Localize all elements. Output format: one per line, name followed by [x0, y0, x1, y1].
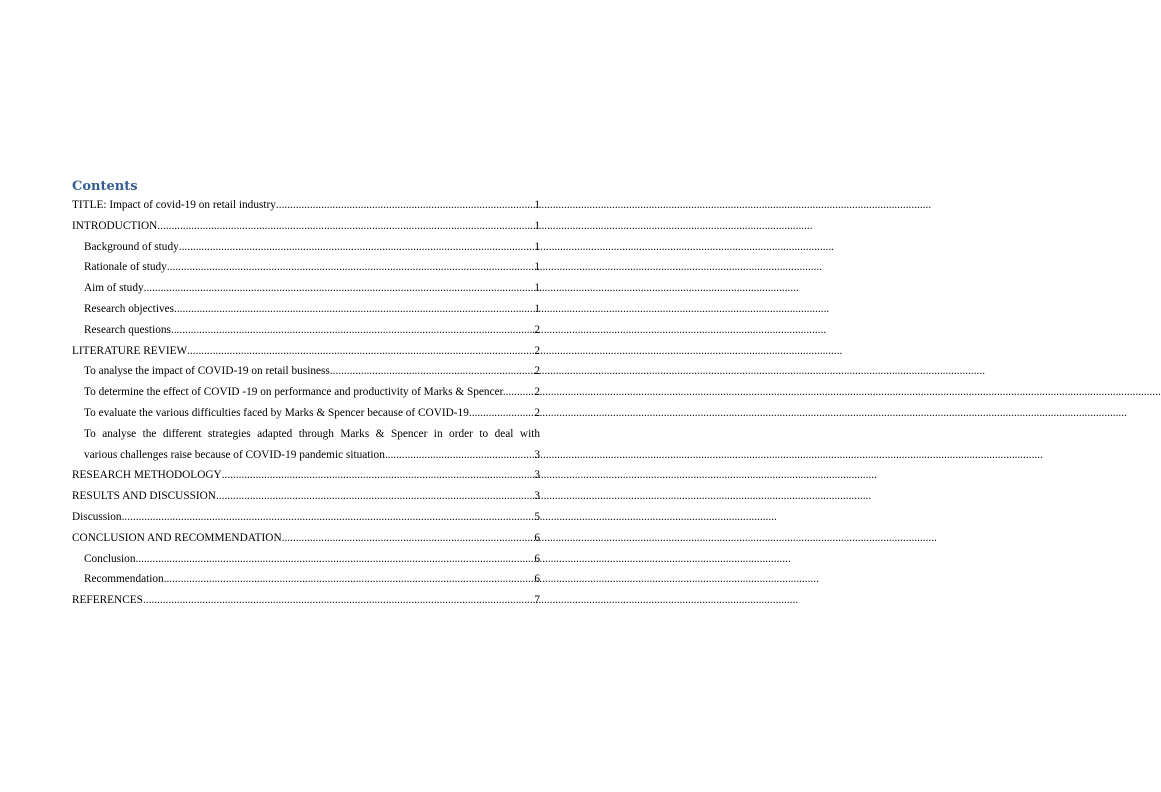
toc-page-number: 6	[534, 531, 540, 544]
toc-entry-label: CONCLUSION AND RECOMMENDATION	[72, 531, 282, 544]
toc-entry-label: RESEARCH METHODOLOGY	[72, 469, 222, 482]
dot-leader	[222, 465, 534, 486]
dot-leader	[179, 237, 534, 258]
dot-leader	[506, 382, 535, 403]
toc-entry-label: Aim of study	[84, 282, 144, 295]
toc-page-number: 6	[534, 552, 540, 565]
dot-leader	[167, 257, 534, 278]
toc-entry-label: REFERENCES	[72, 594, 143, 607]
toc-entry-impact-retail[interactable]	[72, 361, 540, 382]
toc-entry-objectives[interactable]	[72, 299, 540, 320]
toc-page-number: 2	[534, 386, 540, 399]
toc-entry-label-line2: various challenges raise because of COVID-19 pandemic situation.	[84, 448, 388, 461]
toc-entry-label: Discussion	[72, 510, 122, 523]
toc-entry-aim[interactable]	[72, 278, 540, 299]
dot-leader	[122, 507, 534, 528]
toc-entry-label: LITERATURE REVIEW	[72, 344, 188, 357]
toc-entry-discussion[interactable]	[72, 507, 540, 528]
toc-entry-label: INTRODUCTION	[72, 219, 158, 232]
toc-page-number: 1	[534, 302, 540, 315]
toc-entry-label: Rationale of study	[84, 261, 167, 274]
toc-entry-questions[interactable]	[72, 320, 540, 341]
dot-leader	[276, 195, 533, 216]
toc-entry-references[interactable]	[72, 590, 540, 611]
toc-page-number: 2	[534, 344, 540, 357]
toc-page-number: 1	[534, 261, 540, 274]
toc-page-number: 3	[534, 448, 540, 461]
dot-leader	[135, 549, 533, 570]
toc-entry-label: To evaluate the various difficulties faced by Marks & Spencer because of COVID-19.	[84, 406, 472, 419]
toc-entry-title[interactable]	[72, 195, 540, 216]
table-of-contents	[72, 195, 540, 611]
toc-entry-label: Research objectives	[84, 302, 175, 315]
toc-entry-methodology[interactable]	[72, 465, 540, 486]
toc-entry-difficulties[interactable]	[72, 403, 540, 424]
toc-entry-label: To determine the effect of COVID -19 on performance and productivity of Marks & Spencer.	[84, 386, 506, 399]
toc-entry-effect-performance[interactable]	[72, 382, 540, 403]
dot-leader	[171, 320, 533, 341]
toc-page-number: 2	[534, 406, 540, 419]
toc-entry-results[interactable]	[72, 486, 540, 507]
toc-page-number: 1	[534, 282, 540, 295]
toc-entry-label: Research questions	[84, 323, 171, 336]
toc-entry-introduction[interactable]	[72, 216, 540, 237]
toc-page-number: 3	[534, 469, 540, 482]
dot-leader	[187, 341, 533, 362]
toc-page-number: 1	[534, 199, 540, 211]
toc-page-number: 2	[534, 323, 540, 336]
toc-page-number: 1	[534, 219, 540, 232]
dot-leader	[164, 569, 534, 590]
toc-entry-label: Conclusion	[84, 552, 136, 565]
dot-leader	[472, 403, 534, 424]
dot-leader	[157, 216, 533, 237]
toc-entry-line2	[84, 445, 540, 466]
toc-heading: Contents	[72, 179, 138, 194]
dot-leader	[388, 445, 534, 466]
toc-entry-conclusion[interactable]	[72, 549, 540, 570]
toc-entry-label: RESULTS AND DISCUSSION	[72, 490, 216, 503]
toc-entry-label: Recommendation	[84, 573, 164, 586]
toc-page-number: 3	[534, 490, 540, 503]
toc-entry-literature-review[interactable]	[72, 341, 540, 362]
toc-entry-label: TITLE: Impact of covid-19 on retail industry	[72, 199, 276, 211]
toc-entry-strategies[interactable]	[72, 424, 540, 466]
dot-leader	[216, 486, 533, 507]
dot-leader	[330, 361, 534, 382]
toc-entry-rationale[interactable]	[72, 257, 540, 278]
dot-leader	[282, 528, 534, 549]
toc-page-number: 6	[534, 573, 540, 586]
toc-entry-label: Background of study	[84, 240, 179, 253]
dot-leader	[143, 590, 533, 611]
toc-entry-label: To analyse the impact of COVID-19 on retail business	[84, 365, 330, 378]
toc-entry-label-line1: To analyse the different strategies adapted through Marks & Spencer in order to deal with	[84, 427, 540, 440]
toc-entry-background[interactable]	[72, 237, 540, 258]
toc-entry-conclusion-recommendation[interactable]	[72, 528, 540, 549]
toc-page-number: 7	[534, 594, 540, 607]
dot-leader	[144, 278, 534, 299]
dot-leader	[174, 299, 533, 320]
toc-entry-recommendation[interactable]	[72, 569, 540, 590]
toc-page-number: 2	[534, 365, 540, 378]
toc-page-number: 1	[534, 240, 540, 253]
toc-page-number: 5	[534, 510, 540, 523]
